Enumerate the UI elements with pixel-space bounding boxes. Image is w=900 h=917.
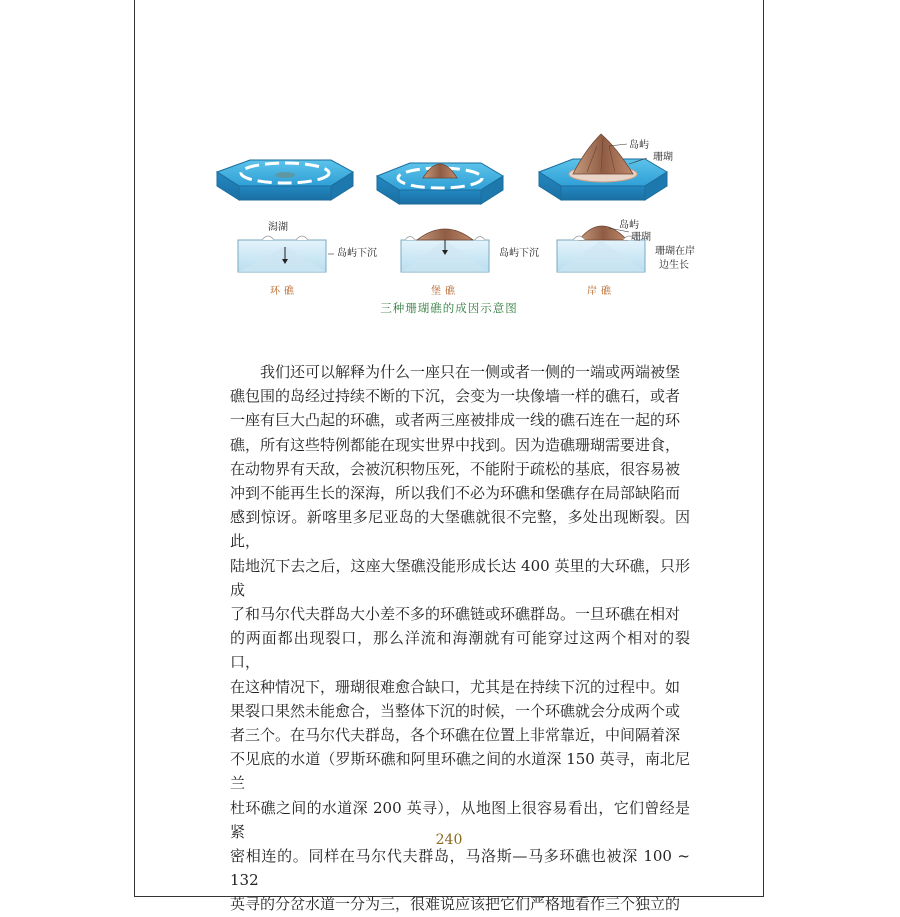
coral-grows-label: 珊瑚在岸 [655,246,695,257]
barrier-reef-sublabel: 堡礁 [431,286,459,297]
body-line: 者三个。在马尔代夫群岛，各个环礁在位置上非常靠近，中间隔着深 [230,726,681,745]
body-line: 在这种情况下，珊瑚很难愈合缺口，尤其是在持续下沉的过程中。如 [230,677,681,696]
coral-reef-figure [135,0,763,330]
body-line: 了和马尔代夫群岛大小差不多的环礁链或环礁群岛。一旦环礁在相对 [230,605,681,624]
body-line: 一座有巨大凸起的环礁，或者两三座被排成一线的礁石连在一起的环 [230,411,681,430]
coral-label-top: 珊瑚 [653,152,673,163]
body-line: 密相连的。同样在马尔代夫群岛，马洛斯—马多环礁也被深 100 ~ 132 [230,847,690,890]
body-line: 果裂口果然未能愈合，当整体下沉的时候，一个环礁就会分成两个或 [230,701,681,720]
body-line: 在动物界有天敌，会被沉积物压死，不能附于疏松的基底，很容易被 [230,459,681,478]
atoll-cross-section [238,236,334,272]
atoll-sublabel: 环礁 [270,286,298,297]
coral-label-bottom: 珊瑚 [631,232,651,243]
coral-grows-label-2: 边生长 [659,260,689,271]
body-line: 冲到不能再生长的深海，所以我们不必为环礁和堡礁存在局部缺陷而 [230,484,681,503]
body-line: 的两面都出现裂口，那么洋流和海潮就有可能穿过这两个相对的裂口， [230,629,690,672]
barrier-reef-block [377,163,503,204]
body-line: 不见底的水道（罗斯环礁和阿里环礁之间的水道深 150 英寻，南北尼兰 [230,750,690,793]
sinking-label-1: 岛屿下沉 [337,248,377,259]
island-label-top: 岛屿 [629,140,649,151]
body-line: 感到惊讶。新喀里多尼亚岛的大堡礁就很不完整，多处出现断裂。因此， [230,508,690,551]
body-line: 礁，所有这些特例都能在现实世界中找到。因为造礁珊瑚需要进食， [230,435,681,454]
body-line: 我们还可以解释为什么一座只在一侧或者一侧的一端或两端被堡 [260,363,681,381]
lagoon-label: 潟湖 [268,222,288,233]
body-line: 陆地沉下去之后，这座大堡礁没能形成长达 400 英里的大环礁，只形成 [230,556,690,599]
body-line: 杜环礁之间的水道深 200 英寻），从地图上很容易看出，它们曾经是紧 [230,798,690,841]
atoll-block [217,160,353,200]
coral-reef-illustration [135,0,763,330]
fringing-reef-sublabel: 岸礁 [587,286,615,297]
book-page [134,0,764,914]
body-line: 礁包围的岛经过持续不断的下沉，会变为一块像墙一样的礁石，或者 [230,387,681,406]
sinking-label-2: 岛屿下沉 [499,248,539,259]
figure-caption: 三种珊瑚礁的成因示意图 [380,301,518,315]
body-line: 英寻的分岔水道一分为三，很难说应该把它们严格地看作三个独立的 [230,895,681,914]
page-number: 240 [435,832,463,848]
island-label-bottom: 岛屿 [619,220,639,231]
barrier-reef-cross-section [401,229,489,272]
